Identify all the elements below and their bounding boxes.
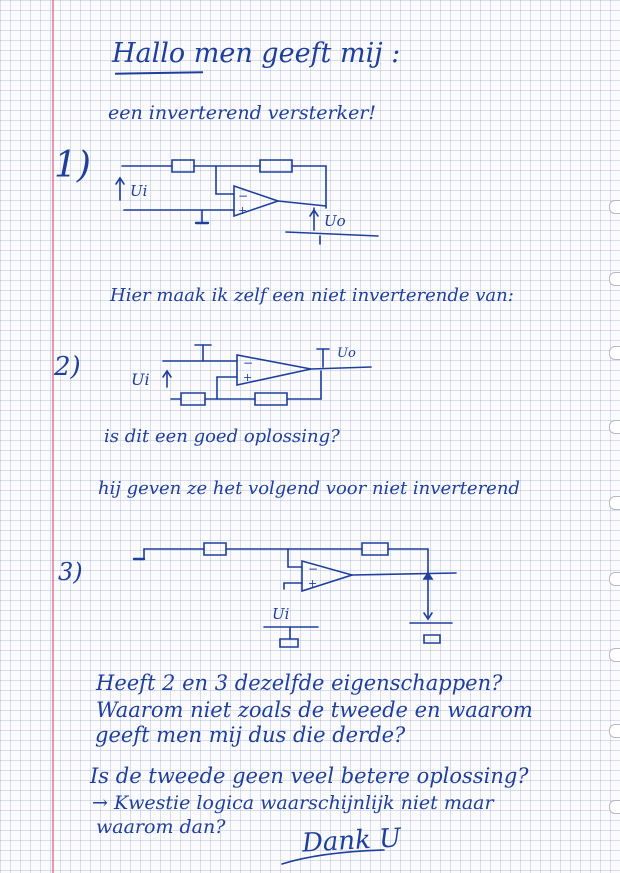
binder-hole xyxy=(609,496,620,510)
question-line-5: → Kwestie logica waarschijnlijk niet maar xyxy=(92,792,494,814)
binder-hole xyxy=(609,572,620,586)
binder-hole xyxy=(609,272,620,286)
minus-sign: − xyxy=(243,356,254,370)
minus-sign: − xyxy=(238,189,249,203)
feedback-resistor xyxy=(255,393,287,405)
ground-resistor xyxy=(181,393,205,405)
figure-number-3: 3) xyxy=(58,558,83,586)
margin-line xyxy=(52,0,54,873)
binder-hole xyxy=(609,800,620,814)
binder-hole xyxy=(609,724,620,738)
input-voltage-label: Ui xyxy=(272,605,290,623)
question-good-solution: is dit een goed oplossing? xyxy=(104,426,340,447)
given-solution-line: hij geven ze het volgend voor niet inverterend xyxy=(98,478,520,499)
question-line-4: Is de tweede geen veel betere oplossing? xyxy=(90,764,529,788)
feedback-resistor xyxy=(260,160,292,172)
output-voltage-label: Uo xyxy=(324,212,346,230)
input-voltage-label: Ui xyxy=(130,182,148,200)
minus-sign: − xyxy=(308,562,319,576)
feedback-resistor xyxy=(362,543,388,555)
plus-sign: + xyxy=(238,204,248,217)
circuit-3-given-amplifier xyxy=(130,535,460,655)
signature: Dank U xyxy=(301,823,402,859)
binder-hole xyxy=(609,420,620,434)
question-line-2: Waarom niet zoals de tweede en waarom xyxy=(96,698,533,722)
question-line-6: waarom dan? xyxy=(96,816,226,838)
binder-hole xyxy=(609,648,620,662)
circuit-1-inverting-amplifier xyxy=(110,150,390,250)
signature-underline xyxy=(280,848,390,868)
output-voltage-label: Uo xyxy=(337,346,356,361)
question-line: Hier maak ik zelf een niet inverterende van: xyxy=(110,285,514,306)
binder-hole xyxy=(609,200,620,214)
plus-sign: + xyxy=(308,577,318,590)
input-resistor xyxy=(172,160,194,172)
circuit-2-non-inverting-amplifier xyxy=(125,335,375,415)
plus-sign: + xyxy=(243,371,253,384)
title-underline xyxy=(115,71,203,75)
page-title: Hallo men geeft mij : xyxy=(112,38,401,69)
figure-number-1: 1) xyxy=(54,145,91,186)
question-line-1: Heeft 2 en 3 dezelfde eigenschappen? xyxy=(96,671,503,695)
ground-resistor xyxy=(204,543,226,555)
figure-number-2: 2) xyxy=(54,352,81,382)
intro-line: een inverterend versterker! xyxy=(108,102,377,124)
question-line-3: geeft men mij dus die derde? xyxy=(95,723,406,747)
binder-hole xyxy=(609,346,620,360)
input-voltage-label: Ui xyxy=(131,370,150,389)
